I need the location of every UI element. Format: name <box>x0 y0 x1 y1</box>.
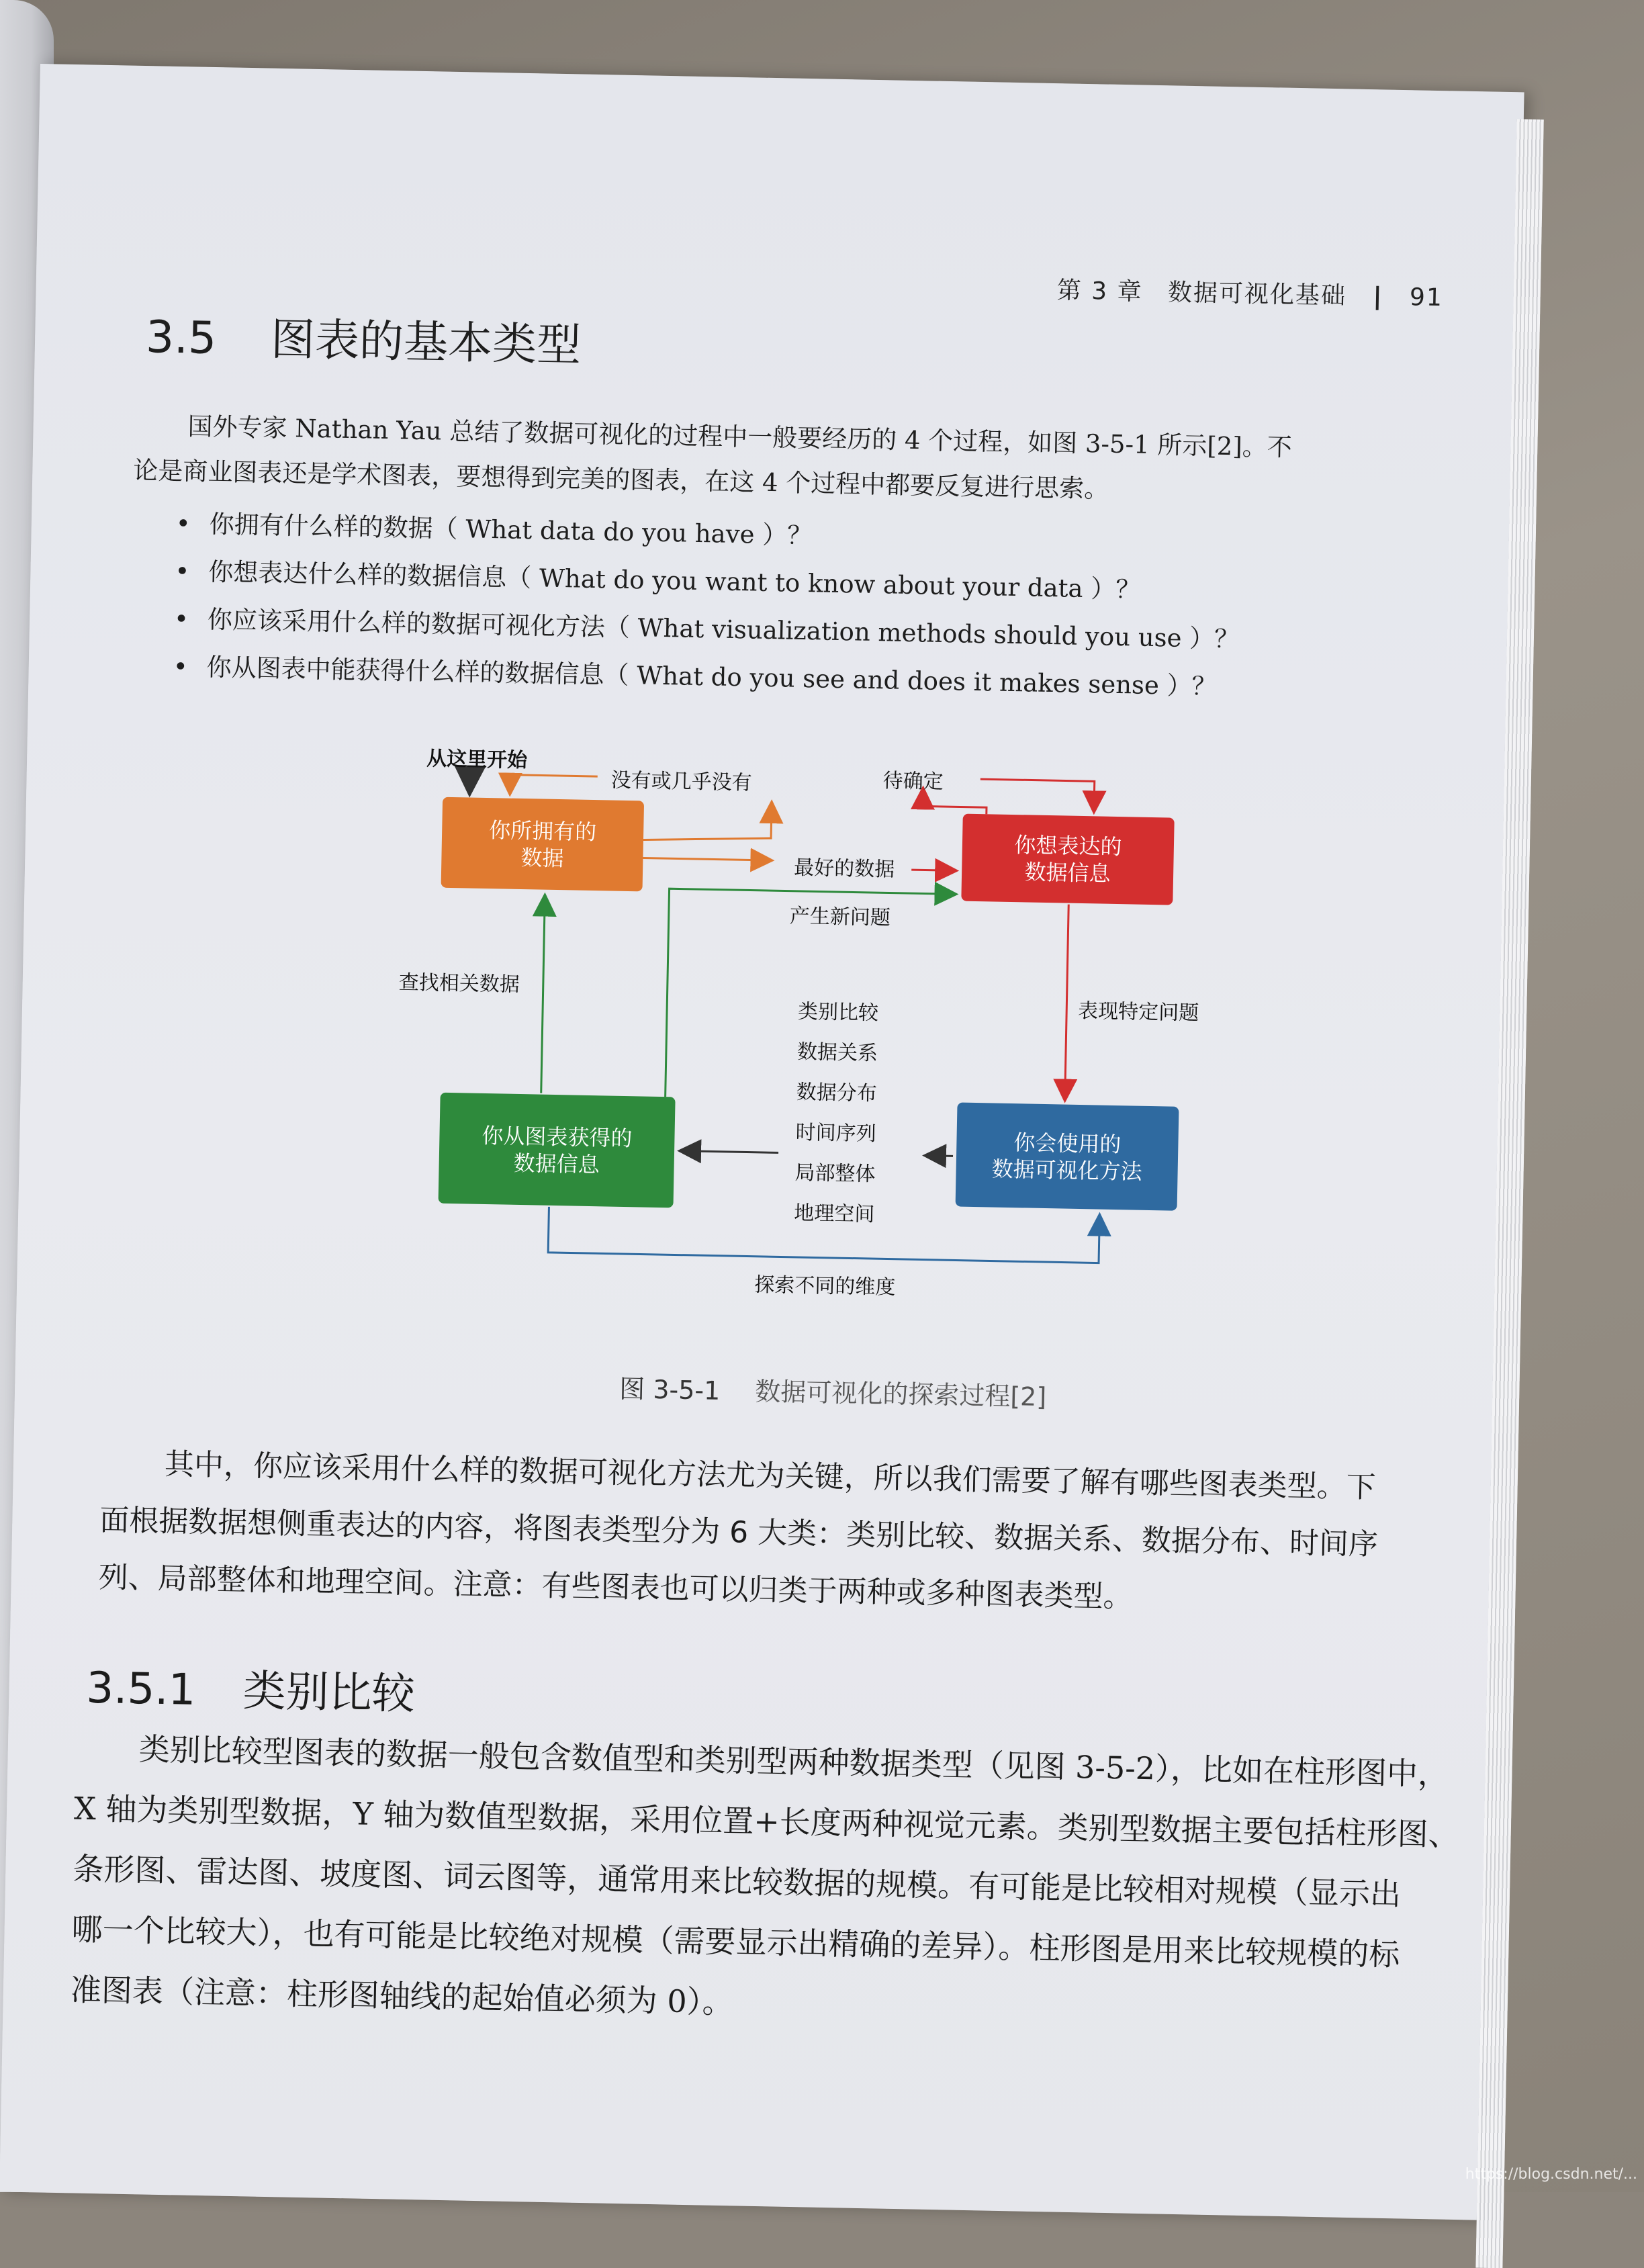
label-none: 没有或几乎没有 <box>610 768 752 795</box>
label-explore-dimensions: 探索不同的维度 <box>753 1273 896 1300</box>
category-list <box>794 992 879 1235</box>
category-item: 数据关系 <box>796 1040 878 1066</box>
subsection-title: 类别比较 <box>242 1666 416 1720</box>
label-specific-question: 表现特定问题 <box>1077 999 1199 1026</box>
subsection-heading <box>86 1653 416 1721</box>
book-page <box>0 64 1524 2220</box>
paragraph-3-line-1: 类别比较型图表的数据一般包含数值型和类别型两种数据类型（见图 3-5-2），比如在柱形图中， <box>138 1731 1449 1793</box>
process-diagram <box>306 714 1270 1310</box>
paragraph-3-line-2: X 轴为类别型数据，Y 轴为数值型数据，采用位置+长度两种视觉元素。类别型数据主要包括柱形图、 <box>73 1790 1460 1854</box>
bullet-list <box>173 500 1242 711</box>
label-best-data: 最好的数据 <box>793 856 895 882</box>
intro-line-1: 国外专家 Nathan Yau 总结了数据可视化的过程中一般要经历的 4 个过程，如图 3-5-1 所示[2]。不 <box>187 412 1293 462</box>
running-head <box>1056 271 1443 313</box>
box-visualization-method: 你会使用的 数据可视化方法 <box>956 1103 1179 1211</box>
category-item: 类别比较 <box>797 999 879 1026</box>
tbd-to-info-arrow <box>980 779 1095 811</box>
running-head-chapter: 第 3 章 <box>1056 277 1143 306</box>
running-head-title: 数据可视化基础 <box>1167 279 1347 310</box>
subsection-number: 3.5.1 <box>85 1663 197 1715</box>
bullet-item: • 你想表达什么样的数据信息（ What do you want to know about your data ）？ <box>175 547 1240 615</box>
label-tbd: 待确定 <box>882 769 944 795</box>
category-item: 数据分布 <box>796 1080 878 1106</box>
caption-number: 图 3-5-1 <box>619 1373 721 1406</box>
label-find-related: 查找相关数据 <box>398 970 520 997</box>
section-heading <box>145 301 582 373</box>
paragraph-2-line-1: 其中，你应该采用什么样的数据可视化方法尤为关键，所以我们需要了解有哪些图表类型。下 <box>164 1447 1377 1505</box>
running-head-separator: | <box>1373 283 1383 311</box>
page-number: 91 <box>1409 283 1444 312</box>
paragraph-3-line-3: 条形图、雷达图、坡度图、词云图等，通常用来比较数据的规模。有可能是比较相对规模（显示出 <box>72 1850 1402 1913</box>
intro-line-2: 论是商业图表还是学术图表，要想得到完美的图表，在这 4 个过程中都要反复进行思索。 <box>132 455 1109 504</box>
section-title: 图表的基本类型 <box>270 313 582 371</box>
data-to-none-arrow <box>643 801 772 842</box>
paragraph-2-line-2: 面根据数据想侧重表达的内容，将图表类型分为 6 大类：类别比较、数据关系、数据分布、时间序 <box>99 1503 1379 1562</box>
none-loop-arrow <box>510 775 597 795</box>
caption-title: 数据可视化的探索过程[2] <box>754 1376 1047 1412</box>
category-item: 地理空间 <box>794 1201 875 1227</box>
start-label: 从这里开始 <box>426 747 528 773</box>
category-item: 时间序列 <box>795 1120 876 1146</box>
box-gained-info: 你从图表获得的 数据信息 <box>439 1093 676 1208</box>
paragraph-3-line-5: 准图表（注意：柱形图轴线的起始值必须为 0）。 <box>70 1971 734 2021</box>
specific-question-arrow <box>1065 905 1069 1099</box>
watermark: https://blog.csdn.net/... <box>1465 2166 1637 2183</box>
category-item: 局部整体 <box>794 1161 876 1187</box>
box-desired-info: 你想表达的 数据信息 <box>961 814 1174 905</box>
figure-caption <box>619 1368 1047 1413</box>
data-to-best-arrow <box>643 858 770 860</box>
find-related-arrow <box>541 897 545 1093</box>
box-owned-data: 你所拥有的 数据 <box>441 797 645 892</box>
bullet-item: • 你拥有什么样的数据（ What data do you have ）？ <box>175 500 1241 568</box>
bullet-item: • 你从图表中能获得什么样的数据信息（ What do you see and does it makes sense ）？ <box>173 643 1238 711</box>
categories-to-gain-arrow <box>681 1151 778 1153</box>
label-new-question: 产生新问题 <box>789 904 891 930</box>
section-number: 3.5 <box>145 311 217 365</box>
bullet-item: • 你应该采用什么样的数据可视化方法（ What visualization methods should you use ）？ <box>173 595 1239 663</box>
start-arrow <box>469 770 470 792</box>
paragraph-2-line-3: 列、局部整体和地理空间。注意：有些图表也可以归类于两种或多种图表类型。 <box>98 1560 1133 1615</box>
paragraph-3-line-4: 哪一个比较大），也有可能是比较绝对规模（需要显示出精确的差异）。柱形图是用来比较规模的标 <box>71 1911 1400 1973</box>
